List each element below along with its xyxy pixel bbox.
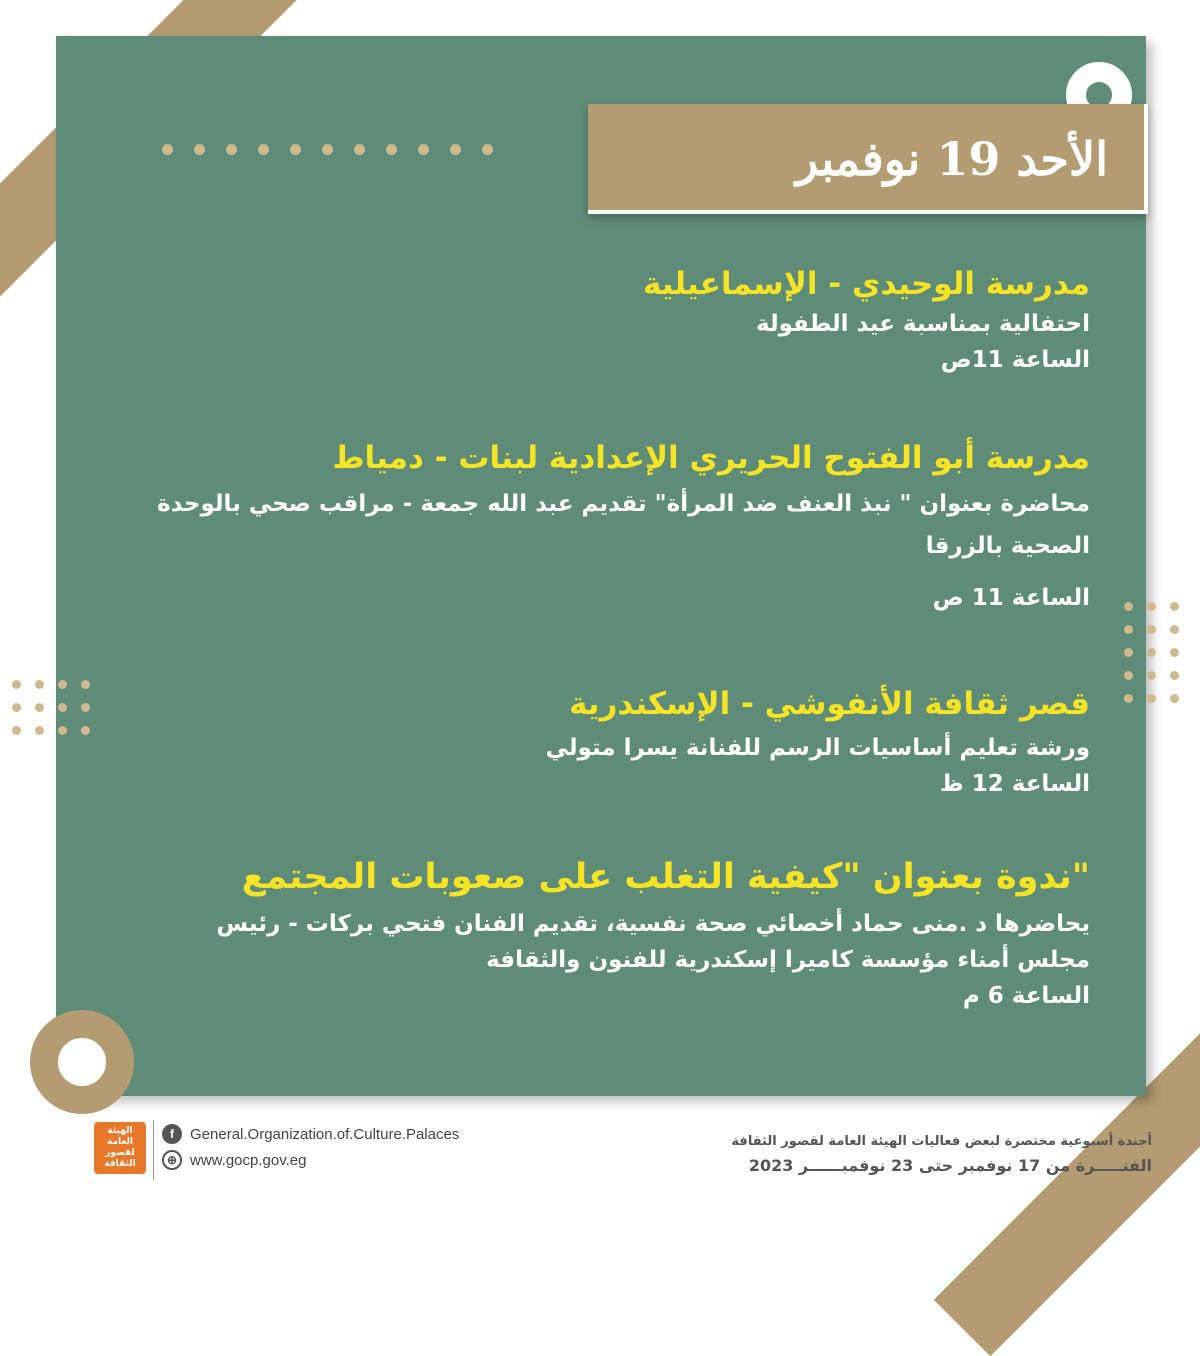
website-url: www.gocp.gov.eg [190,1151,307,1169]
event-time: الساعة 11ص [940,347,1090,373]
event-venue: مدرسة الوحيدي - الإسماعيلية [642,266,1090,302]
event-description: محاضرة بعنوان " نبذ العنف ضد المرأة" تقديم عبد الله جمعة - مراقب صحي بالوحدة [157,491,1090,517]
facebook-link[interactable] [162,1124,459,1144]
event-1 [110,262,1090,378]
decor-dots-right [1124,602,1179,703]
date-banner [588,104,1148,214]
event-venue: مدرسة أبو الفتوح الحريري الإعدادية لبنات - دمياط [332,440,1090,476]
event-time: الساعة 6 م [962,983,1090,1009]
event-description: ورشة تعليم أساسيات الرسم للفنانة يسرا متولي [545,735,1090,761]
event-description-cont: الصحية بالزرقا [925,533,1090,559]
event-time: الساعة 12 ظ [939,771,1090,797]
decor-ring-bottom-left [30,1010,134,1114]
period-line: الفتـــــرة من 17 نوفمبر حتى 23 نوفمبــــــر 2023 [748,1156,1152,1175]
website-link[interactable] [162,1150,306,1170]
facebook-handle: General.Organization.of.Culture.Palaces [190,1125,460,1143]
event-description: احتفالية بمناسبة عيد الطفولة [756,311,1090,337]
event-time: الساعة 11 ص [932,585,1090,611]
date-title: الأحد 19 نوفمبر [795,132,1108,186]
agenda-info [632,1130,1152,1178]
event-3 [110,682,1090,802]
agenda-line: أجندة أسبوعية مختصرة لبعض فعاليات الهيئة العامة لقصور الثقافة [731,1134,1152,1149]
event-venue: قصر ثقافة الأنفوشي - الإسكندرية [569,686,1090,722]
event-4 [110,852,1090,1014]
event-description-cont: مجلس أمناء مؤسسة كاميرا إسكندرية للفنون والثقافة [486,947,1090,973]
event-2 [110,436,1090,616]
decor-dots-row [162,144,493,155]
organization-logo: الهيئة العامة لقصور الثقافة [94,1122,146,1174]
event-description: يحاضرها د .منى حماد أخصائي صحة نفسية، تقديم الفنان فتحي بركات - رئيس [216,911,1090,937]
globe-icon: ⊕ [162,1150,182,1170]
footer [0,1110,1200,1200]
footer-divider [153,1120,154,1180]
facebook-icon: f [162,1124,182,1144]
decor-dots-left [12,680,90,735]
event-title: "ندوة بعنوان "كيفية التغلب على صعوبات المجتمع [241,857,1090,897]
